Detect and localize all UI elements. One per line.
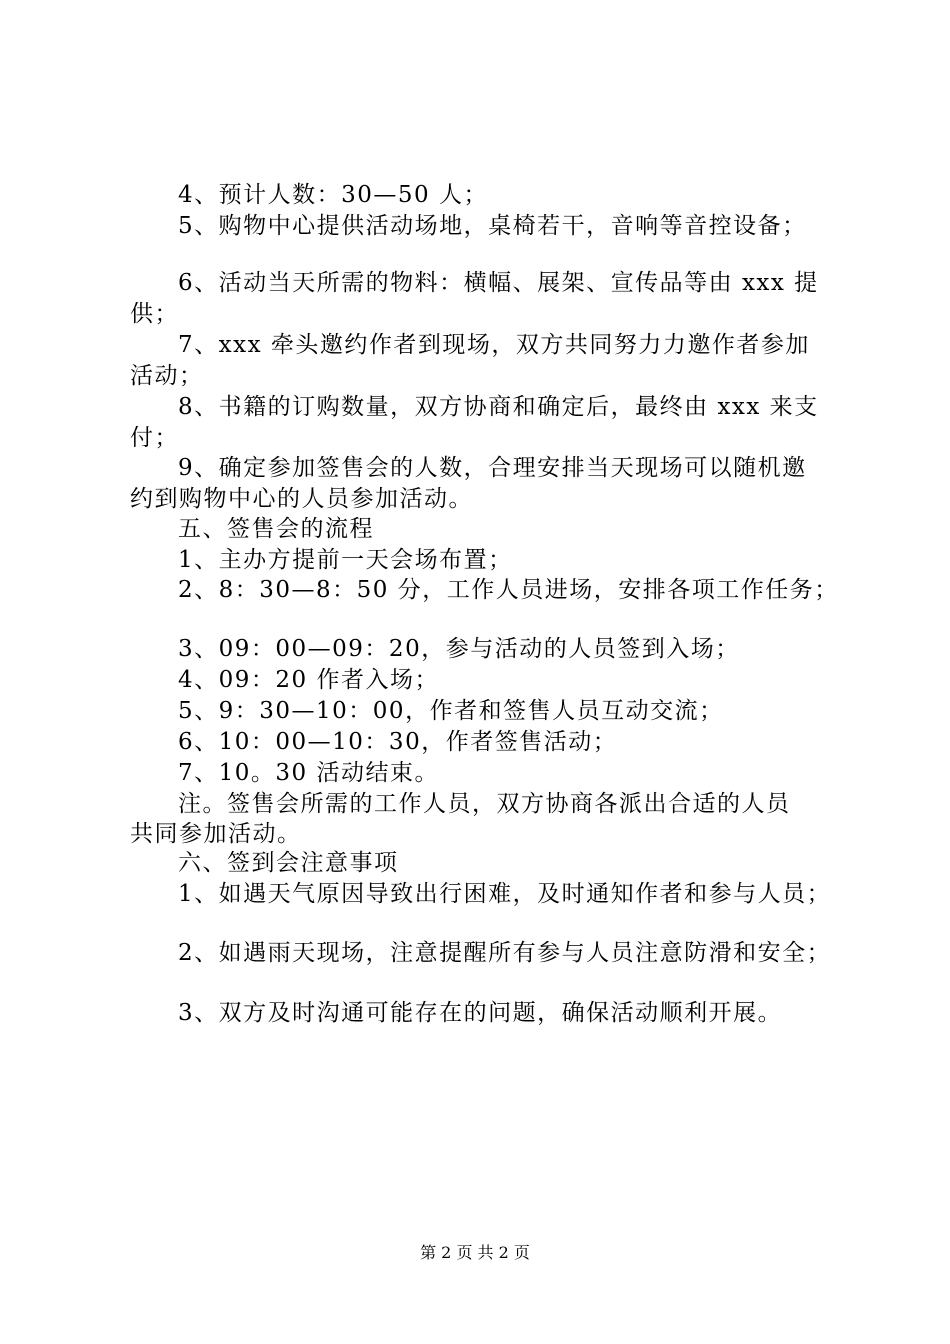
- text-line: 1、主办方提前一天会场布置；: [178, 547, 513, 573]
- section-heading: 五、签售会的流程: [178, 516, 374, 542]
- text-line: 9、确定参加签售会的人数，合理安排当天现场可以随机邀: [178, 455, 807, 481]
- text-line: 7、xxx 牵头邀约作者到现场，双方共同努力力邀作者参加: [178, 332, 810, 358]
- text-line: 活动；: [130, 363, 204, 389]
- text-line: 8、书籍的订购数量，双方协商和确定后，最终由 xxx 来支: [178, 394, 819, 420]
- text-line: 4、09：20 作者入场；: [178, 667, 439, 693]
- text-line: 7、10。30 活动结束。: [178, 760, 439, 786]
- text-line: 5、购物中心提供活动场地，桌椅若干，音响等音控设备；: [178, 213, 807, 239]
- text-line: 共同参加活动。: [130, 821, 302, 847]
- text-line: 5、9：30—10：00，作者和签售人员互动交流；: [178, 698, 724, 724]
- section-heading: 六、签到会注意事项: [178, 850, 399, 876]
- text-line: 付；: [130, 425, 179, 451]
- text-line: 3、双方及时沟通可能存在的问题，确保活动顺利开展。: [178, 1000, 783, 1026]
- text-line: 2、8：30—8：50 分，工作人员进场，安排各项工作任务；: [178, 577, 839, 603]
- text-line: 4、预计人数：30—50 人；: [178, 182, 488, 208]
- page-footer: 第 2 页 共 2 页: [420, 1243, 530, 1262]
- text-line: 3、09：00—09：20，参与活动的人员签到入场；: [178, 636, 740, 662]
- text-line: 1、如遇天气原因导致出行困难，及时通知作者和参与人员；: [178, 881, 832, 907]
- text-line: 约到购物中心的人员参加活动。: [130, 486, 473, 512]
- text-line: 供；: [130, 301, 179, 327]
- text-line: 6、活动当天所需的物料：横幅、展架、宣传品等由 xxx 提: [178, 270, 819, 296]
- text-line: 注。签售会所需的工作人员，双方协商各派出合适的人员: [178, 791, 791, 817]
- text-line: 2、如遇雨天现场，注意提醒所有参与人员注意防滑和安全；: [178, 940, 832, 966]
- text-line: 6、10：00—10：30，作者签售活动；: [178, 729, 618, 755]
